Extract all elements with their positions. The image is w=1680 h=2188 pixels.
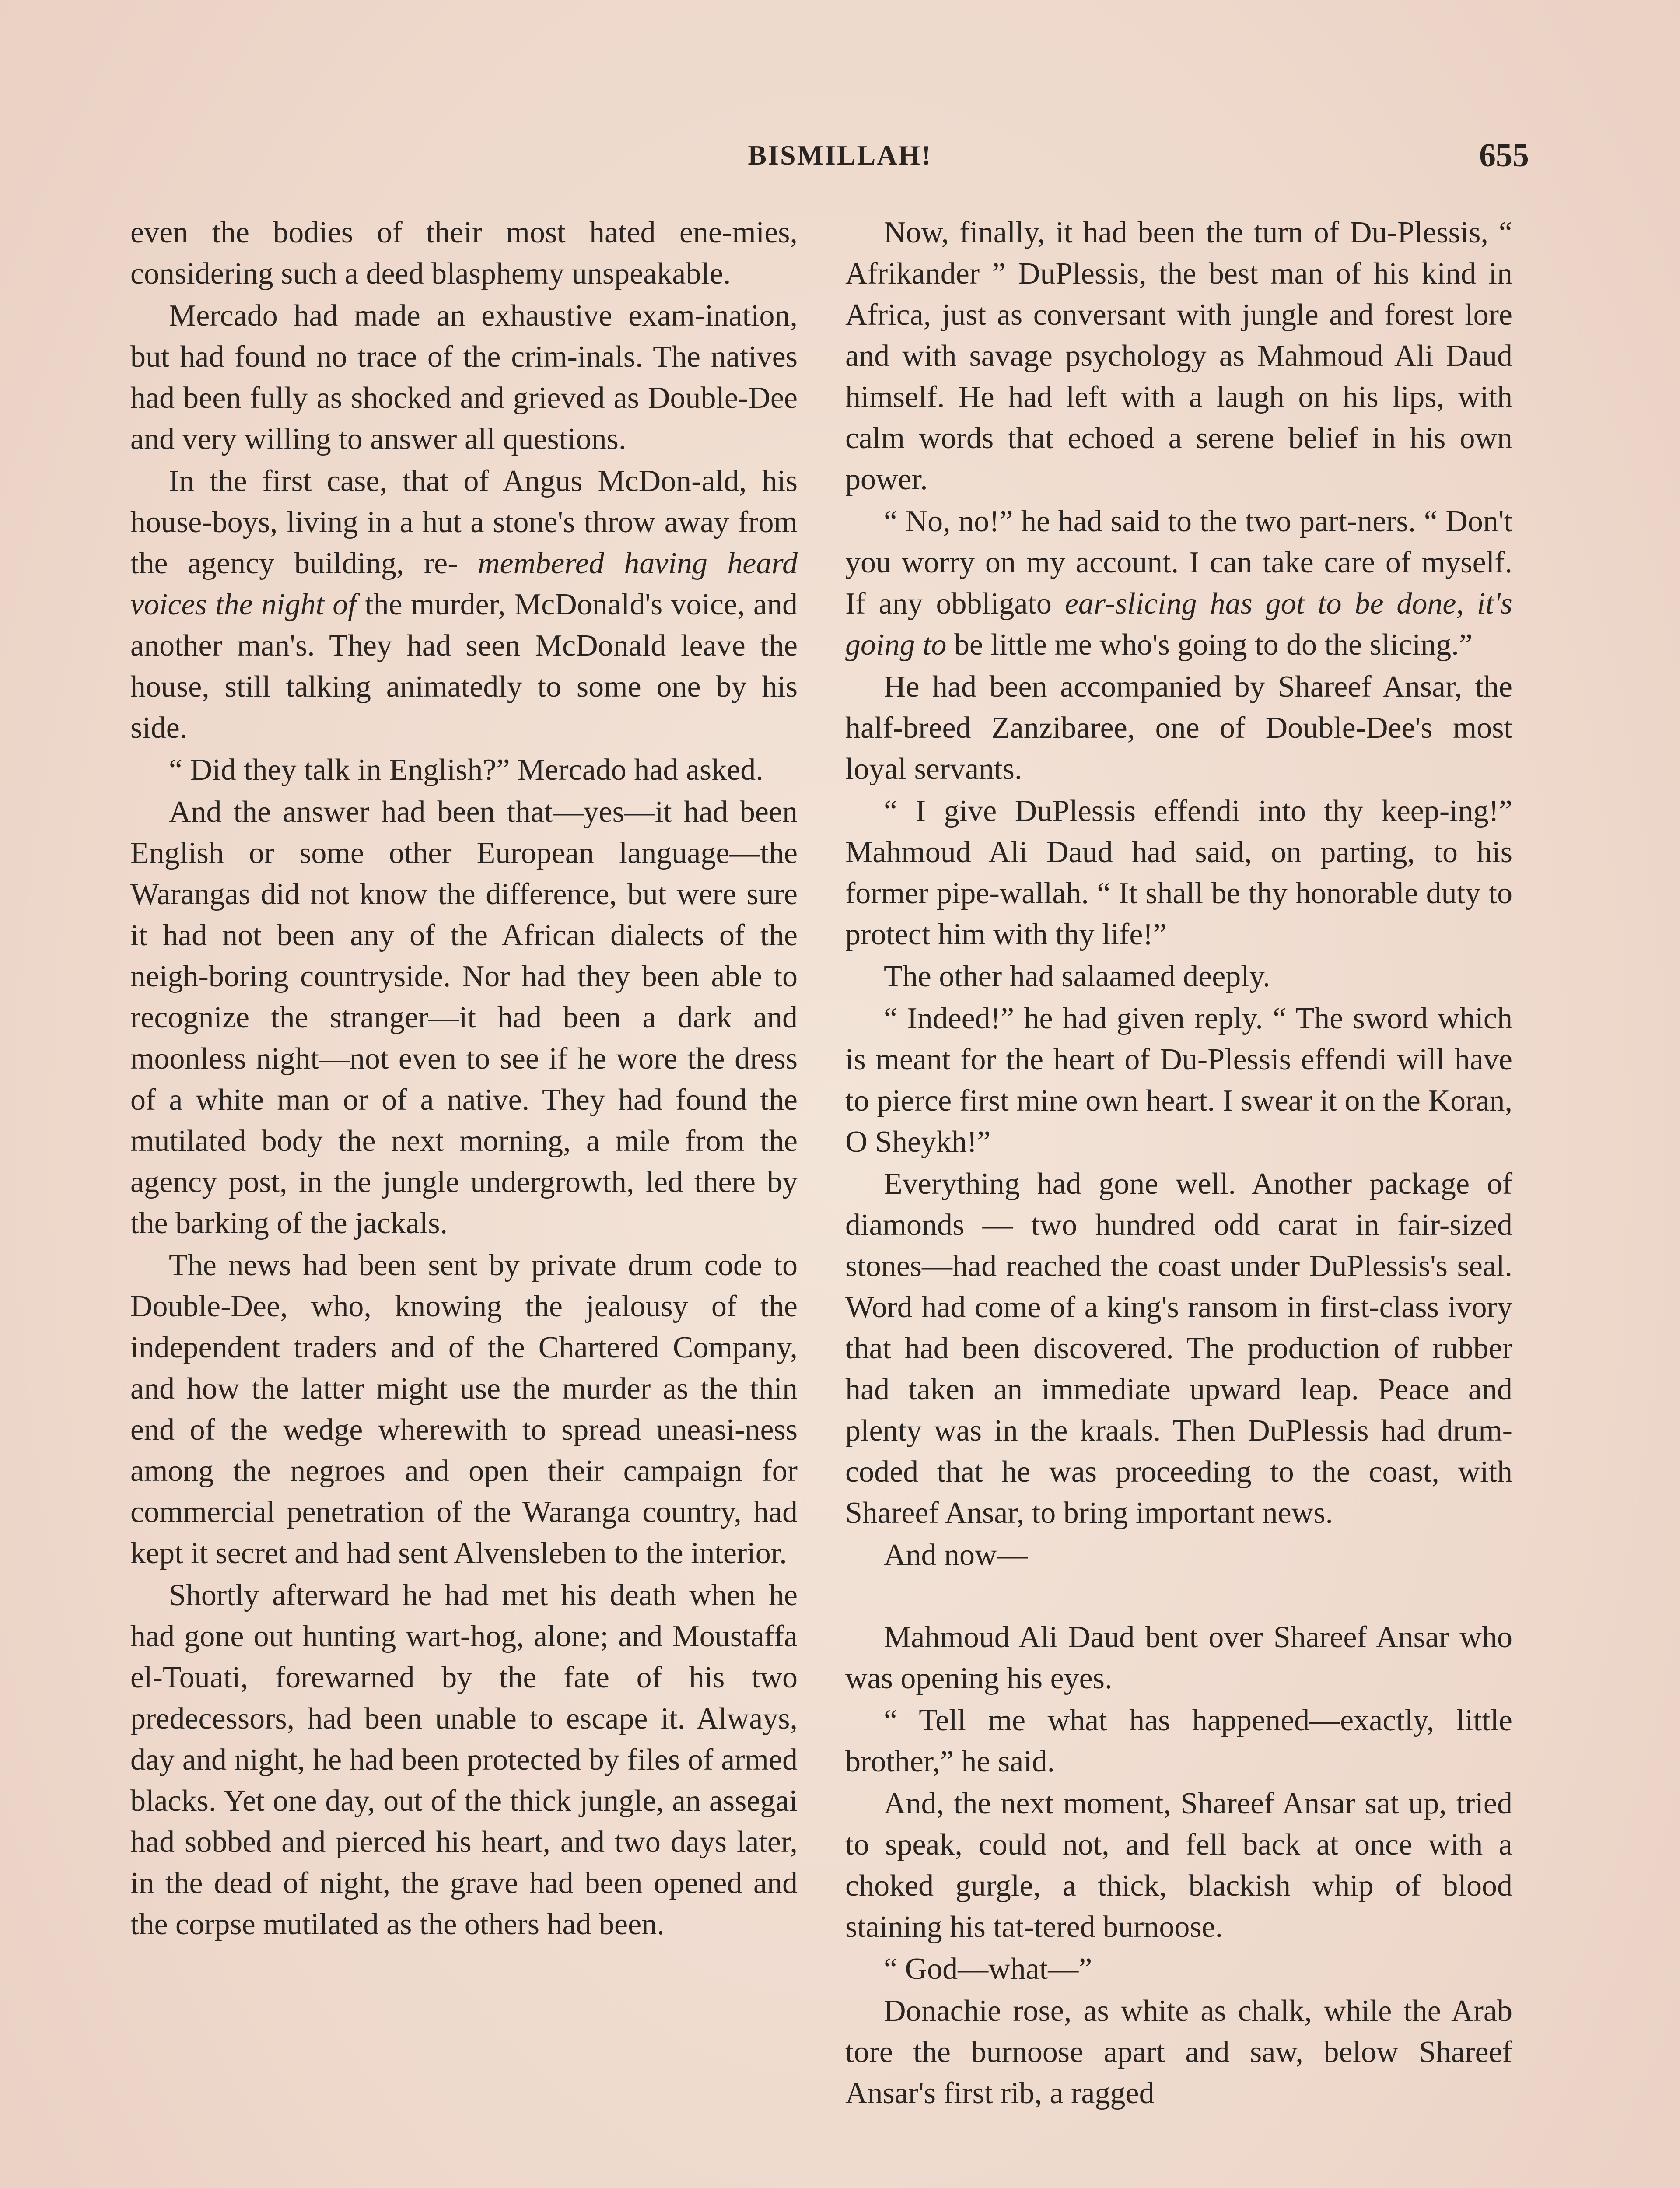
- paragraph: Everything had gone well. Another package of diamonds — two hundred odd carat in fair-sized stones—had reached the coast under DuPlessis's seal. Word had come of a king's ransom in first-class ivory that had been discovered. The production of rubber had taken an immediate upward leap. Peace and plenty was in the kraals. Then DuPlessis had drum-coded that he was proceeding to the coast, with Shareef Ansar, to bring important news.: [845, 1167, 1512, 1530]
- italic-run: ear-slicing has got to be done, it's going to: [845, 587, 1513, 662]
- paragraph: “ Did they talk in English?” Mercado had asked.: [169, 753, 763, 787]
- paragraph: even the bodies of their most hated ene-mies, considering such a deed blasphemy unspeakable.: [130, 216, 798, 291]
- italic-run: membered having heard voices the night of: [130, 547, 798, 621]
- paragraph: Donachie rose, as white as chalk, while the Arab tore the burnoose apart and saw, below Shareef Ansar's first rib, a ragged: [845, 1994, 1512, 2110]
- text-run: the murder, McDonald's voice, and another man's. They had seen McDonald leave the house, still talking animatedly to some one by his side.: [130, 588, 798, 745]
- text-run: In the first case, that of Angus McDon-ald, his house-boys, living in a hut a stone's throw away from the agency building, re-: [130, 464, 798, 580]
- paragraph: Shortly afterward he had met his death when he had gone out hunting wart-hog, alone; and Moustaffa el-Touati, forewarned by the fate of his two predecessors, had been unable to escape it. Always, day and night, he had been protected by files of armed blacks. Yet one day, out of the thick jungle, an assegai had sobbed and pierced his heart, and two days later, in the dead of night, the grave had been opened and the corpse mutilated as the others had been.: [130, 1578, 798, 1941]
- paragraph: “ I give DuPlessis effendi into thy keep-ing!” Mahmoud Ali Daud had said, on parting, to his former pipe-wallah. “ It shall be thy honorable duty to protect him with thy life!”: [845, 794, 1512, 951]
- page-number: 655: [1479, 137, 1529, 174]
- paragraph: “ Tell me what has happened—exactly, little brother,” he said.: [845, 1704, 1512, 1778]
- paragraph: Now, finally, it had been the turn of Du-Plessis, “ Afrikander ” DuPlessis, the best man of his kind in Africa, just as conversant with jungle and forest lore and with savage psychology as Mahmoud Ali Daud himself. He had left with a laugh on his lips, with calm words that echoed a serene belief in his own power.: [845, 216, 1512, 496]
- paragraph: The other had salaamed deeply.: [884, 960, 1270, 993]
- left-column: [130, 212, 798, 1946]
- paragraph: “ God—what—”: [884, 1952, 1092, 1986]
- paragraph: Mahmoud Ali Daud bent over Shareef Ansar who was opening his eyes.: [845, 1620, 1512, 1695]
- paragraph: Mercado had made an exhaustive exam-ination, but had found no trace of the crim-inals. The natives had been fully as shocked and grieved as Double-Dee and very willing to answer all questions.: [130, 299, 798, 456]
- text-run: be little me who's going to do the slicing.”: [954, 628, 1473, 662]
- paragraph: [845, 501, 1512, 666]
- paragraph: The news had been sent by private drum code to Double-Dee, who, knowing the jealousy of the independent traders and of the Chartered Company, and how the latter might use the murder as the thin end of the wedge wherewith to spread uneasi-ness among the negroes and open their campaign for commercial penetration of the Waranga country, had kept it secret and had sent Alvensleben to the interior.: [130, 1248, 798, 1570]
- paragraph: And the answer had been that—yes—it had been English or some other European language—the Warangas did not know the difference, but were sure it had not been any of the African dialects of the neigh-boring countryside. Nor had they been able to recognize the stranger—it had been a dark and moonless night—not even to see if he wore the dress of a white man or of a native. They had found the mutilated body the next morning, a mile from the agency post, in the jungle undergrowth, led there by the barking of the jackals.: [130, 795, 798, 1240]
- running-title: BISMILLAH!: [748, 140, 932, 171]
- right-column: [845, 212, 1512, 2115]
- paragraph: And now—: [884, 1538, 1028, 1572]
- text-run: “ No, no!” he had said to the two part-ners. “ Don't you worry on my account. I can take care of myself. If any obbligato: [845, 505, 1512, 621]
- paragraph: “ Indeed!” he had given reply. “ The sword which is meant for the heart of Du-Plessis effendi will have to pierce first mine own heart. I swear it on the Koran, O Sheykh!”: [845, 1002, 1512, 1159]
- paragraph: And, the next moment, Shareef Ansar sat up, tried to speak, could not, and fell back at once with a choked gurgle, a thick, blackish whip of blood staining his tat-tered burnoose.: [845, 1787, 1512, 1944]
- paragraph: He had been accompanied by Shareef Ansar, the half-breed Zanzibaree, one of Double-Dee's most loyal servants.: [845, 670, 1512, 786]
- paragraph: [130, 461, 798, 749]
